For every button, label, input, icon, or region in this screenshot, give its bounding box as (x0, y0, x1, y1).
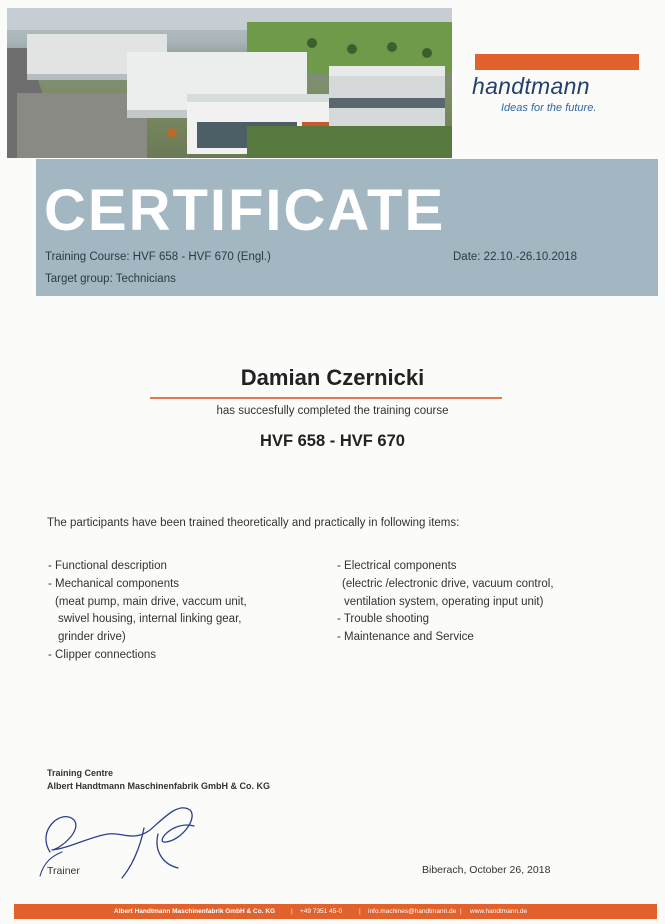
photo-tree (347, 44, 357, 54)
list-item: grinder drive) (58, 631, 126, 644)
list-item: - Functional description (48, 560, 167, 572)
training-centre-company: Albert Handtmann Maschinenfabrik GmbH & Co. KG (47, 781, 271, 791)
photo-tree (387, 42, 397, 52)
footer-separator: | (359, 908, 361, 915)
training-intro: The participants have been trained theoretically and practically in following items: (47, 517, 460, 529)
completion-statement: has succesfully completed the training course (216, 405, 449, 417)
trainer-label: Trainer (47, 865, 80, 877)
list-item: - Mechanical components (48, 577, 180, 590)
training-course-line: Training Course: HVF 658 - HVF 670 (Engl.) (45, 251, 271, 263)
date-line: Date: 22.10.-26.10.2018 (453, 251, 578, 263)
training-centre-label: Training Centre (47, 768, 114, 778)
footer-company: Albert Handtmann Maschinenfabrik GmbH & Co. KG (114, 908, 276, 915)
list-item: (electric /electronic drive, vacuum control, (342, 577, 554, 590)
course-title: HVF 658 - HVF 670 (260, 432, 405, 450)
footer-separator: | (291, 908, 293, 915)
list-item: - Clipper connections (48, 648, 157, 661)
footer-phone: +49 7351 45-0 (300, 908, 343, 915)
photo-building (329, 66, 445, 132)
target-group-line: Target group: Technicians (45, 273, 176, 285)
training-items-right (337, 560, 554, 649)
footer-bar (14, 904, 657, 919)
logo-accent-bar (475, 54, 639, 70)
logo-wordmark: handtmann (472, 73, 590, 99)
photo-tree (307, 38, 317, 48)
list-item: - Maintenance and Service (337, 631, 474, 644)
building-photo (7, 8, 452, 158)
list-item: swivel housing, internal linking gear, (58, 613, 242, 626)
photo-window-band (329, 98, 445, 108)
list-item: ventilation system, operating input unit) (344, 595, 544, 608)
footer-website[interactable]: www.handtmann.de (470, 908, 528, 915)
certificate-banner (36, 159, 658, 296)
training-items-left (48, 560, 247, 667)
footer-separator: | (460, 908, 462, 915)
place-and-date: Biberach, October 26, 2018 (422, 864, 551, 876)
list-item: (meat pump, main drive, vaccum unit, (55, 595, 247, 608)
photo-tree (422, 48, 432, 58)
list-item: - Electrical components (337, 560, 457, 572)
name-underline (150, 397, 502, 399)
list-item: - Trouble shooting (337, 613, 430, 626)
photo-lawn (247, 126, 452, 158)
logo-tagline: Ideas for the future. (501, 102, 597, 114)
certificate-title: CERTIFICATE (44, 178, 446, 243)
recipient-name: Damian Czernicki (240, 365, 425, 390)
footer-email[interactable]: info.machines@handtmann.de (368, 908, 457, 915)
photo-tree (167, 128, 177, 138)
